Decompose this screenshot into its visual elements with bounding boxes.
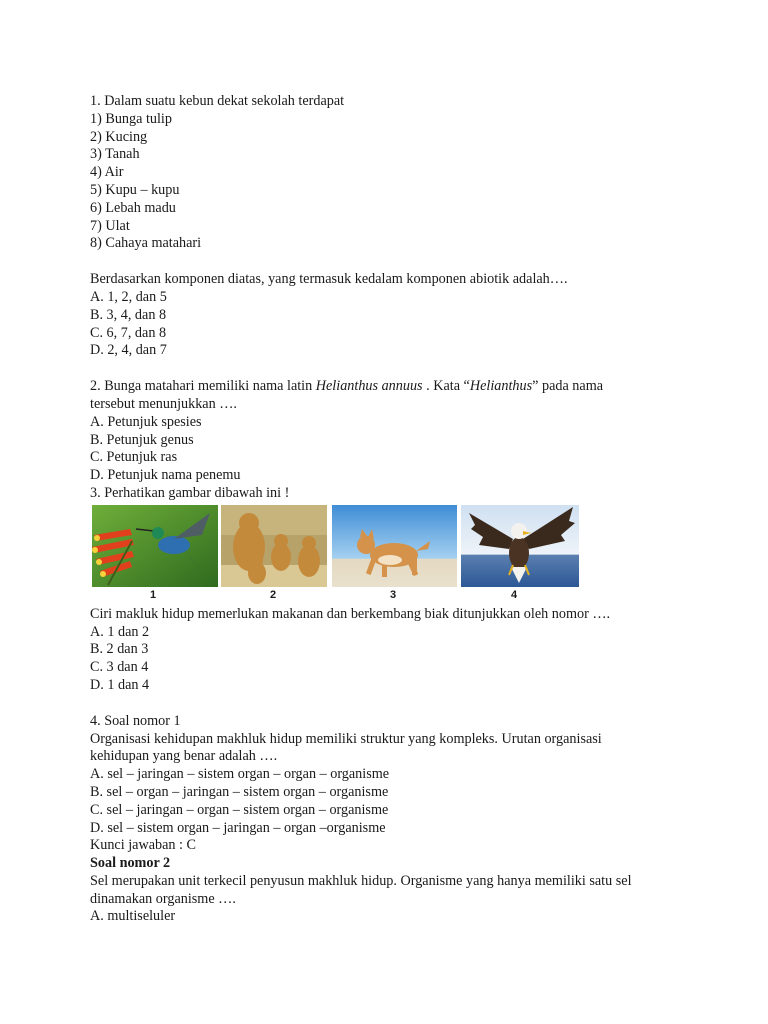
option-a: A. Petunjuk spesies xyxy=(90,413,202,430)
option-a: A. 1, 2, dan 5 xyxy=(90,288,167,305)
question-2-prefix: 2. Bunga matahari memiliki nama latin xyxy=(90,378,316,395)
answer-key: Kunci jawaban : C xyxy=(90,837,196,854)
list-item: 5) Kupu – kupu xyxy=(90,181,180,198)
question-1 xyxy=(90,93,690,360)
option-a: A. sel – jaringan – sistem organ – organ – organisme xyxy=(90,766,390,783)
list-item: 8) Cahaya matahari xyxy=(90,235,202,252)
hummingbird-photo-icon xyxy=(92,505,218,587)
dog-photo-icon xyxy=(332,505,457,587)
question-5-text-cont: dinamakan organisme …. xyxy=(90,890,236,907)
option-b: B. 2 dan 3 xyxy=(90,641,149,658)
animal-images xyxy=(89,505,690,603)
option-a: A. multiseluler xyxy=(90,908,176,925)
option-c: C. 3 dan 4 xyxy=(90,659,149,676)
image-label-3: 3 xyxy=(390,588,397,601)
option-c: C. sel – jaringan – organ – sistem organ – organisme xyxy=(90,801,389,818)
list-item: 2) Kucing xyxy=(90,128,148,145)
question-1-text: 1. Dalam suatu kebun dekat sekolah terdapat xyxy=(90,93,345,109)
option-c: C. Petunjuk ras xyxy=(90,449,178,466)
eagle-photo-icon xyxy=(461,505,579,587)
list-item: 1) Bunga tulip xyxy=(90,110,172,127)
document-page xyxy=(90,93,690,926)
lion-family-photo-icon xyxy=(221,505,327,587)
list-item: 6) Lebah madu xyxy=(90,199,176,216)
question-3-intro: 3. Perhatikan gambar dibawah ini ! xyxy=(90,484,290,501)
image-label-2: 2 xyxy=(270,588,277,601)
option-b: B. sel – organ – jaringan – sistem organ – organisme xyxy=(90,783,389,800)
list-item: 3) Tanah xyxy=(90,146,140,163)
question-2-text-cont: tersebut menunjukkan …. xyxy=(90,395,237,412)
latin-name: Helianthus annuus xyxy=(315,378,423,395)
option-d: D. sel – sistem organ – jaringan – organ –organisme xyxy=(90,819,386,836)
question-2-mid: . Kata “ xyxy=(422,378,470,395)
image-label-1: 1 xyxy=(150,588,157,601)
option-d: D. Petunjuk nama penemu xyxy=(90,467,241,484)
genus-name: Helianthus xyxy=(469,378,533,395)
option-d: D. 2, 4, dan 7 xyxy=(90,342,167,359)
option-c: C. 6, 7, dan 8 xyxy=(90,324,167,341)
question-5 xyxy=(90,855,690,926)
list-item: 4) Air xyxy=(90,164,124,181)
option-a: A. 1 dan 2 xyxy=(90,623,150,640)
question-2-suffix: ” pada nama xyxy=(532,378,604,395)
question-4 xyxy=(90,713,690,855)
question-4-text: Organisasi kehidupan makhluk hidup memiliki struktur yang kompleks. Urutan organisasi xyxy=(90,730,602,747)
question-2 xyxy=(90,378,690,485)
question-4-title: 4. Soal nomor 1 xyxy=(90,712,181,729)
image-label-4: 4 xyxy=(511,588,518,601)
question-1-prompt: Berdasarkan komponen diatas, yang termasuk kedalam komponen abiotik adalah…. xyxy=(90,271,568,288)
question-2-text xyxy=(90,378,690,396)
option-b: B. Petunjuk genus xyxy=(90,431,194,448)
question-4-text-cont: kehidupan yang benar adalah …. xyxy=(90,748,278,765)
question-5-title: Soal nomor 2 xyxy=(90,855,171,872)
question-3 xyxy=(90,485,690,695)
list-item: 7) Ulat xyxy=(90,217,130,234)
question-5-text: Sel merupakan unit terkecil penyusun makhluk hidup. Organisme yang hanya memiliki satu sel xyxy=(90,872,632,889)
question-3-prompt: Ciri makluk hidup memerlukan makanan dan berkembang biak ditunjukkan oleh nomor …. xyxy=(90,605,611,622)
option-b: B. 3, 4, dan 8 xyxy=(90,306,167,323)
option-d: D. 1 dan 4 xyxy=(90,676,150,693)
